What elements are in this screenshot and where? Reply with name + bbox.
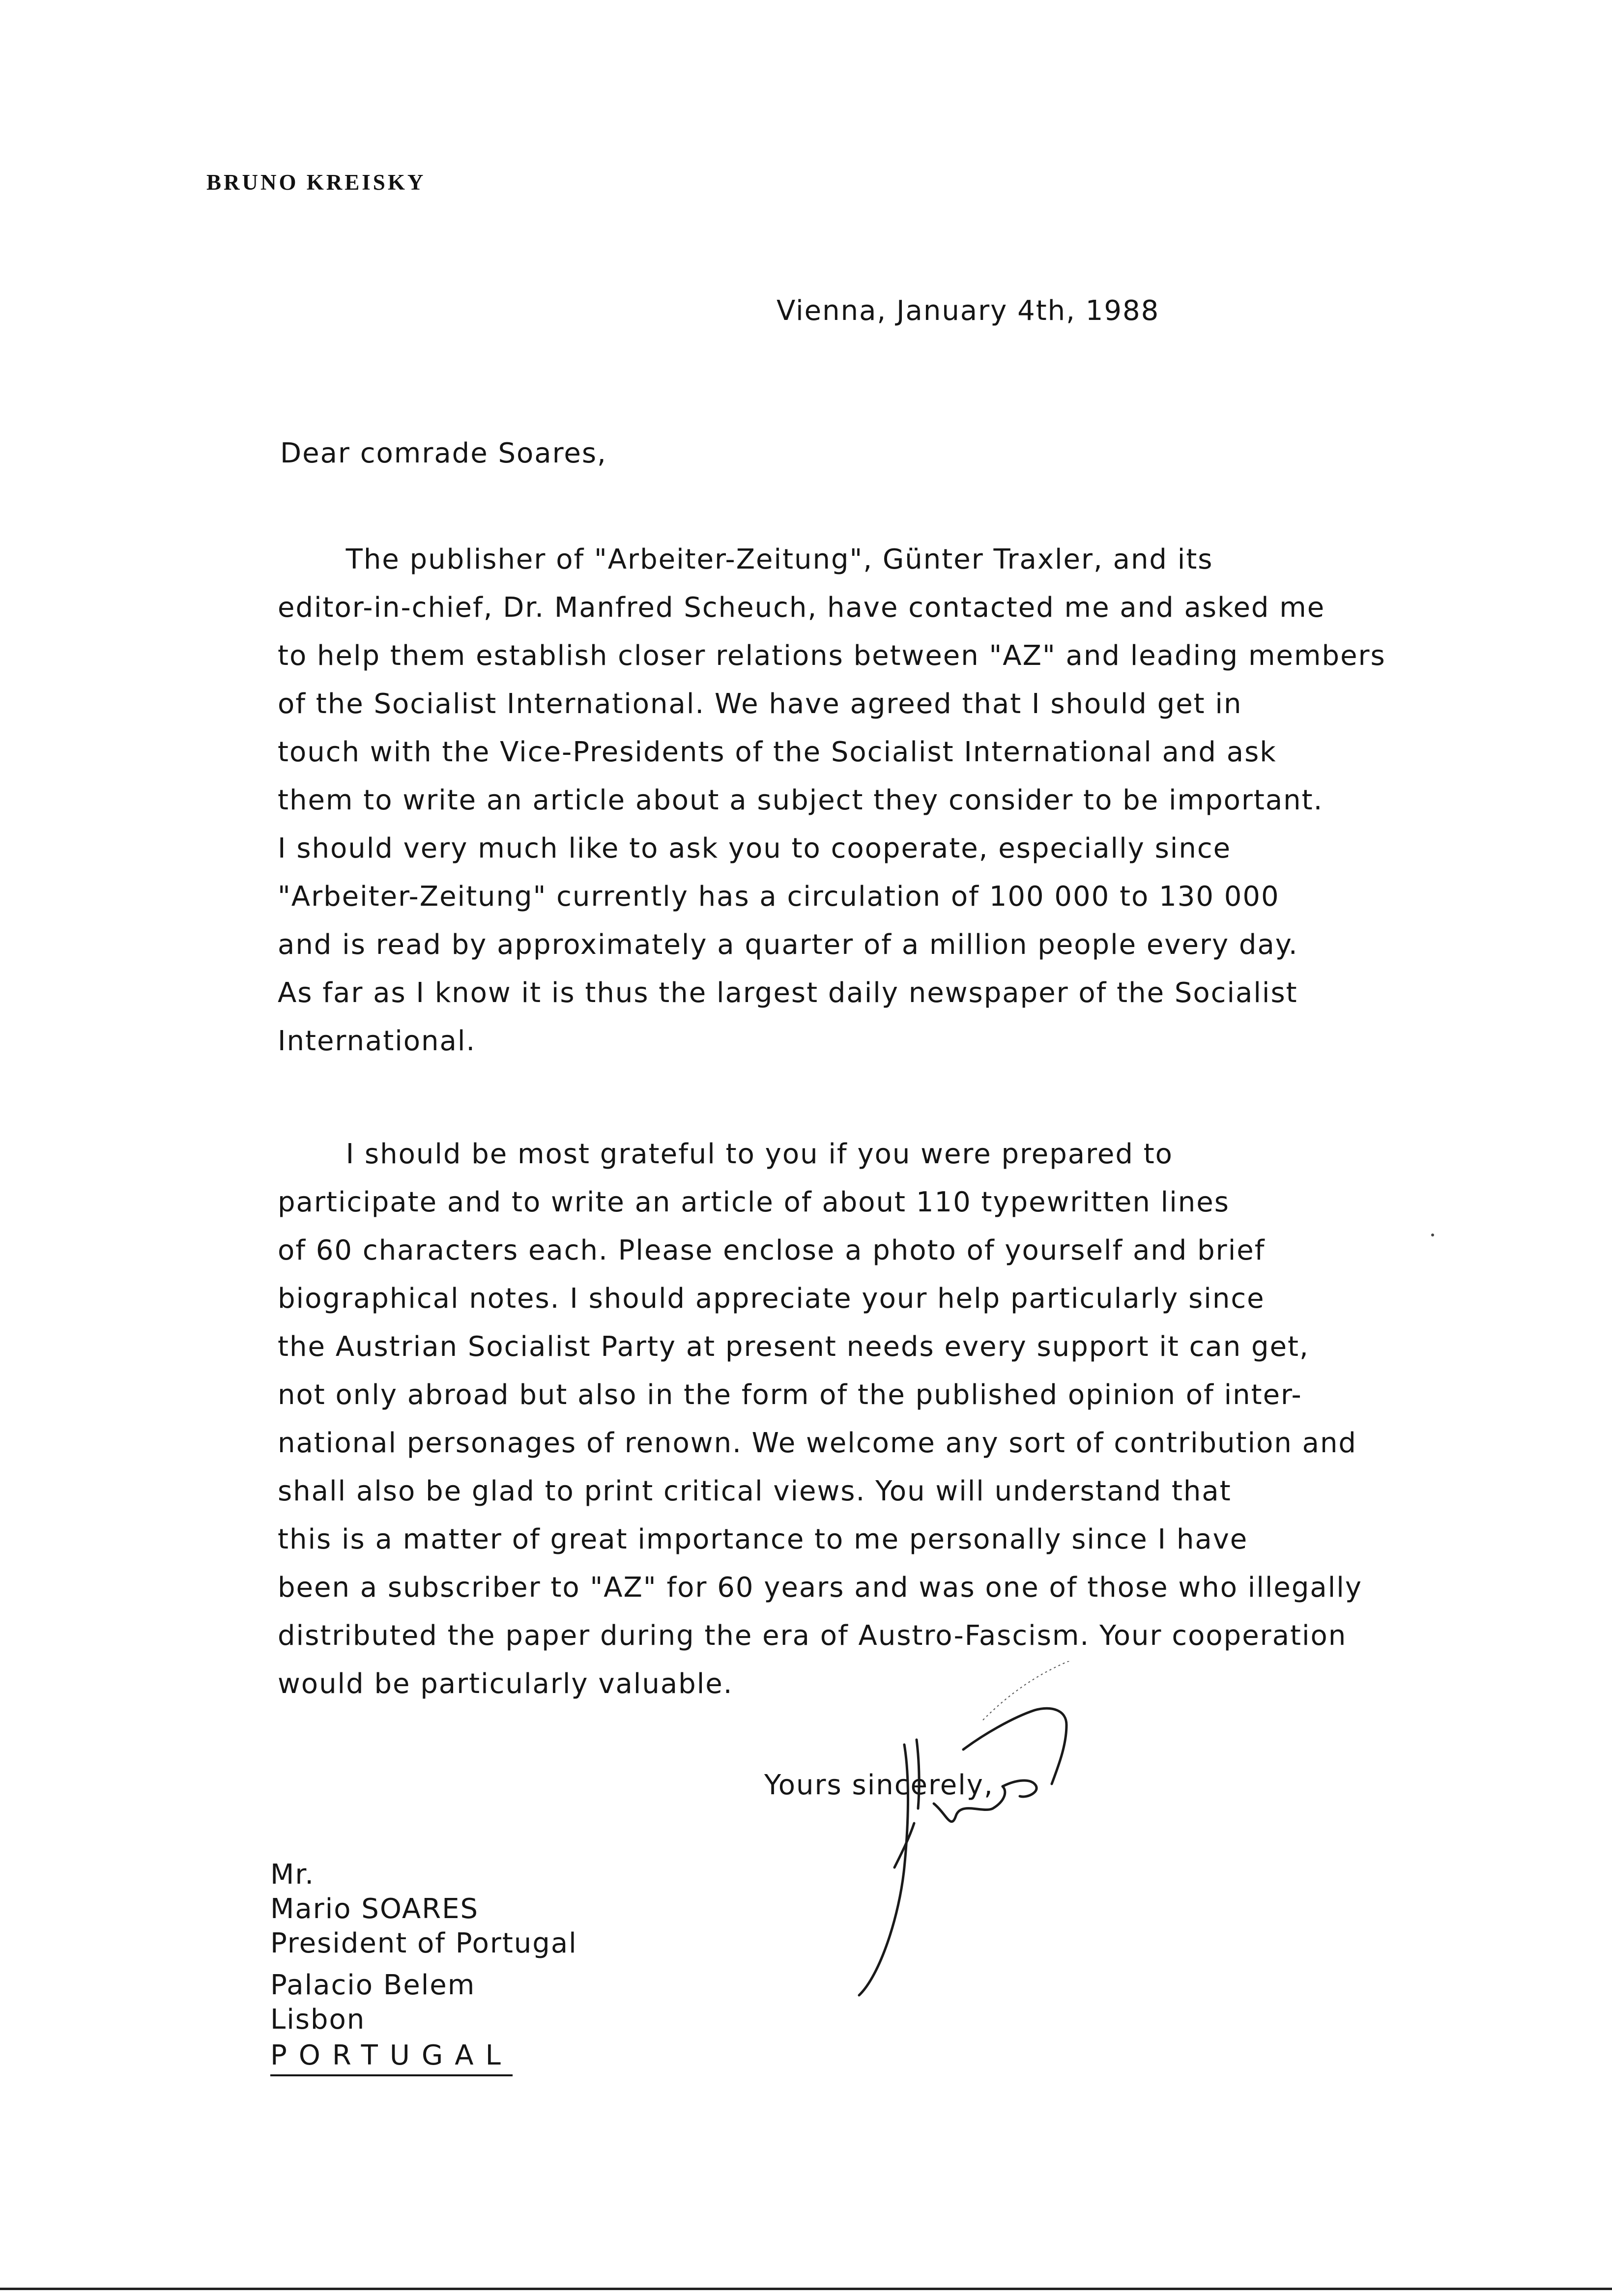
recipient-name-block (270, 1858, 577, 1961)
paragraph-line: to help them establish closer relations between "AZ" and leading members (278, 640, 1386, 672)
paragraph-line: The publisher of "Arbeiter-Zeitung", Günter Traxler, and its (278, 544, 1213, 575)
dateline: Vienna, January 4th, 1988 (777, 295, 1160, 327)
letterhead: BRUNO KREISKY (206, 170, 426, 195)
paragraph-line: them to write an article about a subject they consider to be important. (278, 784, 1324, 816)
body-paragraph-2 (278, 1130, 1362, 1708)
paragraph-line: International. (278, 1025, 476, 1057)
paragraph-line: I should be most grateful to you if you were prepared to (278, 1138, 1173, 1170)
paragraph-line: national personages of renown. We welcome any sort of contribution and (278, 1427, 1357, 1459)
paper-speck (1431, 1234, 1434, 1236)
recipient-country: PORTUGAL (270, 2039, 513, 2076)
paragraph-line: shall also be glad to print critical views. You will understand that (278, 1475, 1232, 1507)
salutation: Dear comrade Soares, (280, 437, 607, 469)
paragraph-line: participate and to write an article of about 110 typewritten lines (278, 1186, 1230, 1218)
recipient-line: Mario SOARES (270, 1893, 479, 1925)
recipient-address-block (270, 1968, 475, 2037)
body-paragraph-1 (278, 536, 1386, 1065)
paragraph-line: been a subscriber to "AZ" for 60 years and was one of those who illegally (278, 1572, 1363, 1604)
paragraph-line: not only abroad but also in the form of the published opinion of inter- (278, 1379, 1302, 1411)
recipient-line: President of Portugal (270, 1927, 577, 1959)
paragraph-line: of the Socialist International. We have agreed that I should get in (278, 688, 1242, 720)
recipient-line: Lisbon (270, 2004, 366, 2036)
paragraph-line: "Arbeiter-Zeitung" currently has a circulation of 100 000 to 130 000 (278, 881, 1280, 913)
paragraph-line: this is a matter of great importance to me personally since I have (278, 1523, 1248, 1555)
paragraph-line: the Austrian Socialist Party at present needs every support it can get, (278, 1331, 1309, 1363)
paragraph-line: As far as I know it is thus the largest daily newspaper of the Socialist (278, 977, 1298, 1009)
paragraph-line: editor-in-chief, Dr. Manfred Scheuch, have contacted me and asked me (278, 592, 1325, 624)
paragraph-line: touch with the Vice-Presidents of the Socialist International and ask (278, 736, 1277, 768)
paragraph-line: I should very much like to ask you to cooperate, especially since (278, 832, 1232, 864)
handwritten-signature (835, 1661, 1111, 2005)
closing: Yours sincerely, (764, 1769, 994, 1801)
paragraph-line: of 60 characters each. Please enclose a photo of yourself and brief (278, 1234, 1266, 1266)
paragraph-line: and is read by approximately a quarter of a million people every day. (278, 929, 1298, 961)
paragraph-line: would be particularly valuable. (278, 1668, 733, 1700)
recipient-line: Mr. (270, 1859, 315, 1891)
paragraph-line: distributed the paper during the era of Austro-Fascism. Your cooperation (278, 1620, 1347, 1652)
page-edge-rule (0, 2288, 1612, 2290)
paragraph-line: biographical notes. I should appreciate your help particularly since (278, 1283, 1265, 1315)
recipient-line: Palacio Belem (270, 1969, 476, 2001)
